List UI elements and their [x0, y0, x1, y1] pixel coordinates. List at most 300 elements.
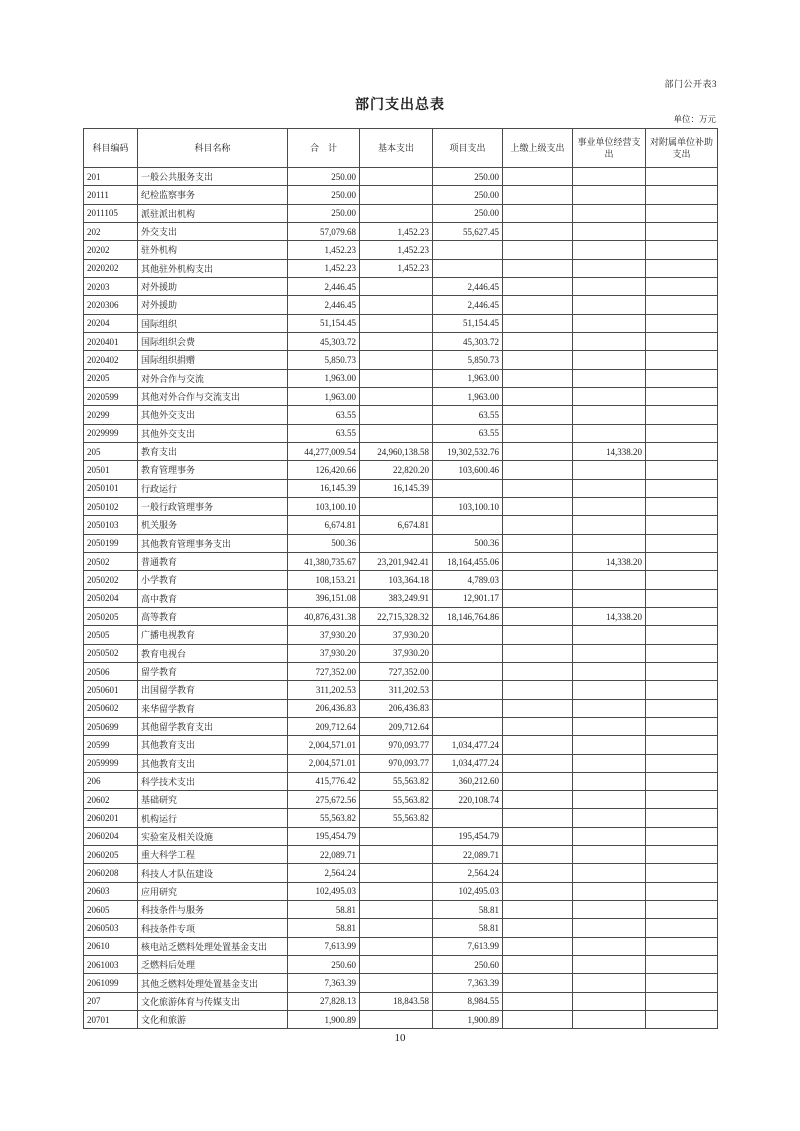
- table-row: [84, 791, 718, 809]
- subsidy-value: [646, 296, 718, 314]
- upper-level-payment-value: [503, 259, 573, 277]
- business-operation-value: [573, 1011, 646, 1029]
- table-row: [84, 846, 718, 864]
- basic-expenditure-value: 6,674.81: [360, 516, 433, 534]
- subject-code: 20111: [84, 186, 138, 204]
- project-expenditure-value: 250.00: [433, 186, 503, 204]
- subsidy-value: [646, 846, 718, 864]
- total-value: 44,277,009.54: [288, 442, 360, 460]
- business-operation-value: [573, 461, 646, 479]
- business-operation-value: [573, 717, 646, 735]
- project-expenditure-value: 103,600.46: [433, 461, 503, 479]
- table-row: [84, 461, 718, 479]
- total-value: 45,303.72: [288, 332, 360, 350]
- header-row: [84, 129, 718, 168]
- total-value: 63.55: [288, 424, 360, 442]
- total-value: 58.81: [288, 919, 360, 937]
- upper-level-payment-value: [503, 589, 573, 607]
- subsidy-value: [646, 589, 718, 607]
- total-value: 41,380,735.67: [288, 552, 360, 570]
- business-operation-value: [573, 369, 646, 387]
- subject-name: 高等教育: [138, 607, 288, 625]
- upper-level-payment-value: [503, 406, 573, 424]
- header-business-operation: 事业单位经营支出: [573, 129, 646, 168]
- subject-name: 其他对外合作与交流支出: [138, 387, 288, 405]
- upper-level-payment-value: [503, 571, 573, 589]
- table-row: [84, 662, 718, 680]
- table-row: [84, 717, 718, 735]
- basic-expenditure-value: [360, 168, 433, 186]
- upper-level-payment-value: [503, 644, 573, 662]
- business-operation-value: 14,338.20: [573, 442, 646, 460]
- subject-code: 2020599: [84, 387, 138, 405]
- total-value: 126,420.66: [288, 461, 360, 479]
- subject-code: 202: [84, 222, 138, 240]
- table-row: [84, 901, 718, 919]
- total-value: 250.00: [288, 204, 360, 222]
- subject-name: 教育电视台: [138, 644, 288, 662]
- subject-name: 对外援助: [138, 277, 288, 295]
- total-value: 396,151.08: [288, 589, 360, 607]
- page-title: 部门支出总表: [355, 98, 445, 113]
- total-value: 2,564.24: [288, 864, 360, 882]
- basic-expenditure-value: [360, 937, 433, 955]
- business-operation-value: 14,338.20: [573, 607, 646, 625]
- subsidy-value: [646, 571, 718, 589]
- subsidy-value: [646, 497, 718, 515]
- basic-expenditure-value: 1,452.23: [360, 241, 433, 259]
- basic-expenditure-value: [360, 387, 433, 405]
- total-value: 37,930.20: [288, 644, 360, 662]
- upper-level-payment-value: [503, 974, 573, 992]
- subsidy-value: [646, 864, 718, 882]
- table-row: [84, 479, 718, 497]
- basic-expenditure-value: 103,364.18: [360, 571, 433, 589]
- header-project-expenditure: 项目支出: [433, 129, 503, 168]
- table-row: [84, 681, 718, 699]
- subject-code: 20505: [84, 626, 138, 644]
- project-expenditure-value: 63.55: [433, 406, 503, 424]
- header-upper-level-payment: 上缴上级支出: [503, 129, 573, 168]
- total-value: 250.60: [288, 956, 360, 974]
- upper-level-payment-value: [503, 222, 573, 240]
- subject-name: 科学技术支出: [138, 772, 288, 790]
- project-expenditure-value: 103,100.10: [433, 497, 503, 515]
- total-value: 2,004,571.01: [288, 754, 360, 772]
- subsidy-value: [646, 369, 718, 387]
- total-value: 1,452.23: [288, 259, 360, 277]
- upper-level-payment-value: [503, 717, 573, 735]
- table-row: [84, 919, 718, 937]
- basic-expenditure-value: [360, 827, 433, 845]
- subsidy-value: [646, 607, 718, 625]
- subject-name: 国际组织捐赠: [138, 351, 288, 369]
- subsidy-value: [646, 387, 718, 405]
- business-operation-value: [573, 479, 646, 497]
- project-expenditure-value: 58.81: [433, 919, 503, 937]
- basic-expenditure-value: 1,452.23: [360, 259, 433, 277]
- upper-level-payment-value: [503, 314, 573, 332]
- total-value: 57,079.68: [288, 222, 360, 240]
- basic-expenditure-value: [360, 314, 433, 332]
- subject-code: 2050205: [84, 607, 138, 625]
- table-row: [84, 497, 718, 515]
- total-value: 195,454.79: [288, 827, 360, 845]
- total-value: 311,202.53: [288, 681, 360, 699]
- basic-expenditure-value: [360, 351, 433, 369]
- upper-level-payment-value: [503, 387, 573, 405]
- basic-expenditure-value: [360, 406, 433, 424]
- upper-level-payment-value: [503, 827, 573, 845]
- table-row: [84, 222, 718, 240]
- subject-code: 205: [84, 442, 138, 460]
- basic-expenditure-value: [360, 332, 433, 350]
- upper-level-payment-value: [503, 791, 573, 809]
- basic-expenditure-value: 55,563.82: [360, 809, 433, 827]
- subject-name: 文化旅游体育与传媒支出: [138, 992, 288, 1010]
- table-body: [84, 168, 718, 1029]
- subject-code: 201: [84, 168, 138, 186]
- upper-level-payment-value: [503, 772, 573, 790]
- total-value: 206,436.83: [288, 699, 360, 717]
- subsidy-value: [646, 534, 718, 552]
- total-value: 58.81: [288, 901, 360, 919]
- basic-expenditure-value: 18,843.58: [360, 992, 433, 1010]
- subject-code: 20610: [84, 937, 138, 955]
- subject-name: 国际组织会费: [138, 332, 288, 350]
- subject-code: 20599: [84, 736, 138, 754]
- project-expenditure-value: [433, 241, 503, 259]
- subject-code: 20202: [84, 241, 138, 259]
- business-operation-value: [573, 736, 646, 754]
- business-operation-value: [573, 241, 646, 259]
- subject-name: 对外合作与交流: [138, 369, 288, 387]
- subject-name: 国际组织: [138, 314, 288, 332]
- basic-expenditure-value: 22,820.20: [360, 461, 433, 479]
- page-number: 10: [394, 1032, 406, 1044]
- subject-code: 2050699: [84, 717, 138, 735]
- table-row: [84, 571, 718, 589]
- project-expenditure-value: 1,963.00: [433, 369, 503, 387]
- subject-code: 2061003: [84, 956, 138, 974]
- business-operation-value: [573, 222, 646, 240]
- subject-code: 2050204: [84, 589, 138, 607]
- table-row: [84, 644, 718, 662]
- header-basic-expenditure: 基本支出: [360, 129, 433, 168]
- subject-code: 2060204: [84, 827, 138, 845]
- total-value: 1,900.89: [288, 1011, 360, 1029]
- project-expenditure-value: 250.60: [433, 956, 503, 974]
- business-operation-value: [573, 277, 646, 295]
- upper-level-payment-value: [503, 662, 573, 680]
- project-expenditure-value: 1,900.89: [433, 1011, 503, 1029]
- table-row: [84, 351, 718, 369]
- subsidy-value: [646, 681, 718, 699]
- table-row: [84, 186, 718, 204]
- basic-expenditure-value: [360, 1011, 433, 1029]
- business-operation-value: [573, 992, 646, 1010]
- upper-level-payment-value: [503, 846, 573, 864]
- project-expenditure-value: 18,164,455.06: [433, 552, 503, 570]
- basic-expenditure-value: [360, 369, 433, 387]
- business-operation-value: [573, 589, 646, 607]
- business-operation-value: [573, 406, 646, 424]
- project-expenditure-value: 2,564.24: [433, 864, 503, 882]
- basic-expenditure-value: [360, 919, 433, 937]
- subject-name: 一般行政管理事务: [138, 497, 288, 515]
- subject-code: 20205: [84, 369, 138, 387]
- total-value: 22,089.71: [288, 846, 360, 864]
- project-expenditure-value: 250.00: [433, 168, 503, 186]
- project-expenditure-value: 45,303.72: [433, 332, 503, 350]
- project-expenditure-value: [433, 717, 503, 735]
- project-expenditure-value: 4,789.03: [433, 571, 503, 589]
- total-value: 727,352.00: [288, 662, 360, 680]
- basic-expenditure-value: [360, 186, 433, 204]
- subject-code: 2050502: [84, 644, 138, 662]
- subsidy-value: [646, 699, 718, 717]
- header-subject-code: 科目编码: [84, 129, 138, 168]
- business-operation-value: [573, 662, 646, 680]
- table-row: [84, 607, 718, 625]
- subject-name: 教育管理事务: [138, 461, 288, 479]
- project-expenditure-value: 1,963.00: [433, 387, 503, 405]
- basic-expenditure-value: 22,715,328.32: [360, 607, 433, 625]
- project-expenditure-value: [433, 681, 503, 699]
- basic-expenditure-value: [360, 864, 433, 882]
- table-row: [84, 1011, 718, 1029]
- subject-code: 2060503: [84, 919, 138, 937]
- basic-expenditure-value: 55,563.82: [360, 791, 433, 809]
- upper-level-payment-value: [503, 864, 573, 882]
- basic-expenditure-value: [360, 497, 433, 515]
- business-operation-value: [573, 571, 646, 589]
- table-row: [84, 534, 718, 552]
- subject-code: 20605: [84, 901, 138, 919]
- table-row: [84, 827, 718, 845]
- subsidy-value: [646, 754, 718, 772]
- subject-name: 文化和旅游: [138, 1011, 288, 1029]
- project-expenditure-value: 7,363.39: [433, 974, 503, 992]
- subject-code: 20502: [84, 552, 138, 570]
- subject-code: 206: [84, 772, 138, 790]
- table-row: [84, 168, 718, 186]
- business-operation-value: 14,338.20: [573, 552, 646, 570]
- subject-name: 其他外交支出: [138, 406, 288, 424]
- business-operation-value: [573, 387, 646, 405]
- subject-name: 其他外交支出: [138, 424, 288, 442]
- subject-code: 2059999: [84, 754, 138, 772]
- subject-name: 教育支出: [138, 442, 288, 460]
- table-row: [84, 772, 718, 790]
- subsidy-value: [646, 644, 718, 662]
- basic-expenditure-value: 970,093.77: [360, 754, 433, 772]
- project-expenditure-value: [433, 259, 503, 277]
- subject-code: 2011105: [84, 204, 138, 222]
- business-operation-value: [573, 791, 646, 809]
- business-operation-value: [573, 901, 646, 919]
- subject-code: 2020202: [84, 259, 138, 277]
- subject-name: 行政运行: [138, 479, 288, 497]
- table-row: [84, 937, 718, 955]
- business-operation-value: [573, 772, 646, 790]
- upper-level-payment-value: [503, 332, 573, 350]
- subject-code: 2061099: [84, 974, 138, 992]
- table-row: [84, 406, 718, 424]
- basic-expenditure-value: [360, 846, 433, 864]
- subject-code: 20506: [84, 662, 138, 680]
- corner-label: 部门公开表3: [664, 79, 717, 89]
- total-value: 51,154.45: [288, 314, 360, 332]
- subject-name: 其他教育管理事务支出: [138, 534, 288, 552]
- basic-expenditure-value: [360, 424, 433, 442]
- upper-level-payment-value: [503, 552, 573, 570]
- subject-code: 2050101: [84, 479, 138, 497]
- project-expenditure-value: 1,034,477.24: [433, 736, 503, 754]
- subject-code: 20602: [84, 791, 138, 809]
- subject-name: 小学教育: [138, 571, 288, 589]
- subject-code: 2020401: [84, 332, 138, 350]
- upper-level-payment-value: [503, 626, 573, 644]
- total-value: 7,363.39: [288, 974, 360, 992]
- subsidy-value: [646, 168, 718, 186]
- total-value: 250.00: [288, 168, 360, 186]
- basic-expenditure-value: [360, 277, 433, 295]
- subject-code: 20204: [84, 314, 138, 332]
- basic-expenditure-value: 37,930.20: [360, 626, 433, 644]
- subject-code: 2060208: [84, 864, 138, 882]
- basic-expenditure-value: [360, 974, 433, 992]
- project-expenditure-value: 12,901.17: [433, 589, 503, 607]
- table-row: [84, 277, 718, 295]
- subsidy-value: [646, 204, 718, 222]
- upper-level-payment-value: [503, 992, 573, 1010]
- business-operation-value: [573, 516, 646, 534]
- project-expenditure-value: [433, 662, 503, 680]
- total-value: 1,963.00: [288, 387, 360, 405]
- table-row: [84, 699, 718, 717]
- subsidy-value: [646, 717, 718, 735]
- subsidy-value: [646, 241, 718, 259]
- subject-name: 其他驻外机构支出: [138, 259, 288, 277]
- subject-name: 重大科学工程: [138, 846, 288, 864]
- subject-name: 一般公共服务支出: [138, 168, 288, 186]
- total-value: 1,963.00: [288, 369, 360, 387]
- basic-expenditure-value: 970,093.77: [360, 736, 433, 754]
- subject-code: 20203: [84, 277, 138, 295]
- basic-expenditure-value: 1,452.23: [360, 222, 433, 240]
- basic-expenditure-value: 55,563.82: [360, 772, 433, 790]
- upper-level-payment-value: [503, 186, 573, 204]
- subject-name: 外交支出: [138, 222, 288, 240]
- business-operation-value: [573, 424, 646, 442]
- subsidy-value: [646, 277, 718, 295]
- total-value: 415,776.42: [288, 772, 360, 790]
- business-operation-value: [573, 296, 646, 314]
- total-value: 1,452.23: [288, 241, 360, 259]
- business-operation-value: [573, 956, 646, 974]
- subsidy-value: [646, 809, 718, 827]
- basic-expenditure-value: 383,249.91: [360, 589, 433, 607]
- project-expenditure-value: 55,627.45: [433, 222, 503, 240]
- project-expenditure-value: [433, 479, 503, 497]
- subject-name: 高中教育: [138, 589, 288, 607]
- basic-expenditure-value: 209,712.64: [360, 717, 433, 735]
- subject-code: 2050601: [84, 681, 138, 699]
- upper-level-payment-value: [503, 241, 573, 259]
- table-row: [84, 387, 718, 405]
- total-value: 63.55: [288, 406, 360, 424]
- subsidy-value: [646, 516, 718, 534]
- subsidy-value: [646, 406, 718, 424]
- business-operation-value: [573, 168, 646, 186]
- project-expenditure-value: [433, 809, 503, 827]
- upper-level-payment-value: [503, 296, 573, 314]
- project-expenditure-value: 5,850.73: [433, 351, 503, 369]
- subject-name: 来华留学教育: [138, 699, 288, 717]
- project-expenditure-value: 360,212.60: [433, 772, 503, 790]
- subsidy-value: [646, 882, 718, 900]
- business-operation-value: [573, 681, 646, 699]
- total-value: 250.00: [288, 186, 360, 204]
- project-expenditure-value: 195,454.79: [433, 827, 503, 845]
- subject-name: 核电站乏燃料处理处置基金支出: [138, 937, 288, 955]
- subsidy-value: [646, 424, 718, 442]
- subject-name: 留学教育: [138, 662, 288, 680]
- table-row: [84, 974, 718, 992]
- total-value: 16,145.39: [288, 479, 360, 497]
- project-expenditure-value: 2,446.45: [433, 296, 503, 314]
- upper-level-payment-value: [503, 168, 573, 186]
- business-operation-value: [573, 314, 646, 332]
- table-header: [84, 129, 718, 168]
- subject-name: 基础研究: [138, 791, 288, 809]
- basic-expenditure-value: 37,930.20: [360, 644, 433, 662]
- total-value: 55,563.82: [288, 809, 360, 827]
- subject-name: 其他留学教育支出: [138, 717, 288, 735]
- subsidy-value: [646, 332, 718, 350]
- subject-code: 2050102: [84, 497, 138, 515]
- upper-level-payment-value: [503, 699, 573, 717]
- table-row: [84, 626, 718, 644]
- basic-expenditure-value: 206,436.83: [360, 699, 433, 717]
- project-expenditure-value: 2,446.45: [433, 277, 503, 295]
- business-operation-value: [573, 186, 646, 204]
- table-row: [84, 754, 718, 772]
- table-row: [84, 552, 718, 570]
- business-operation-value: [573, 626, 646, 644]
- subject-code: 2050602: [84, 699, 138, 717]
- expenditure-table: [83, 128, 718, 1029]
- upper-level-payment-value: [503, 956, 573, 974]
- upper-level-payment-value: [503, 901, 573, 919]
- upper-level-payment-value: [503, 882, 573, 900]
- total-value: 6,674.81: [288, 516, 360, 534]
- subsidy-value: [646, 992, 718, 1010]
- subject-code: 2050202: [84, 571, 138, 589]
- total-value: 102,495.03: [288, 882, 360, 900]
- project-expenditure-value: 250.00: [433, 204, 503, 222]
- subsidy-value: [646, 772, 718, 790]
- total-value: 209,712.64: [288, 717, 360, 735]
- table-row: [84, 956, 718, 974]
- upper-level-payment-value: [503, 937, 573, 955]
- basic-expenditure-value: 16,145.39: [360, 479, 433, 497]
- total-value: 40,876,431.38: [288, 607, 360, 625]
- subsidy-value: [646, 479, 718, 497]
- table-row: [84, 424, 718, 442]
- basic-expenditure-value: [360, 534, 433, 552]
